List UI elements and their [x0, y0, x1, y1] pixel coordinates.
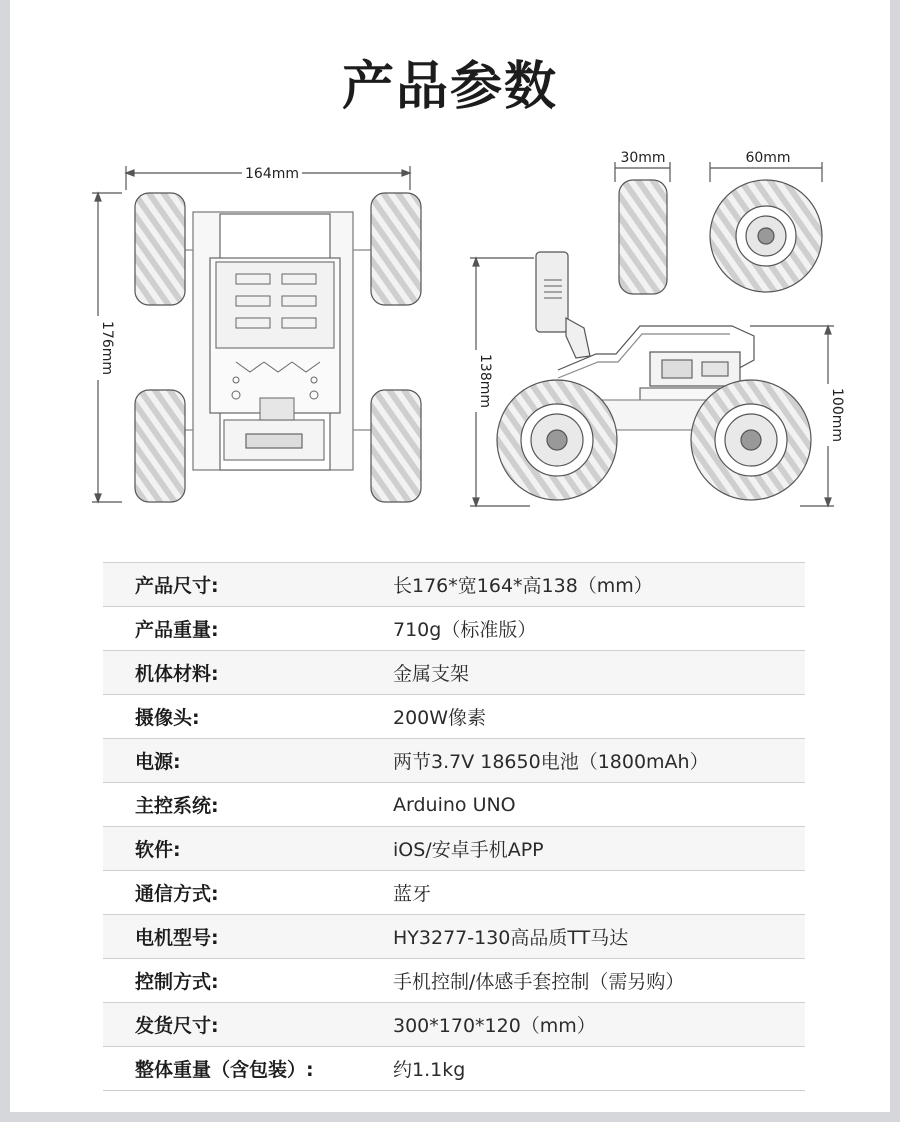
- spec-row: [103, 1003, 805, 1047]
- axle-height-label: 100mm: [829, 388, 845, 442]
- spec-label: 机体材料:: [135, 663, 219, 685]
- spec-row: [103, 651, 805, 695]
- spec-value: 200W像素: [393, 707, 487, 729]
- spec-row: [103, 959, 805, 1003]
- product-technical-drawing: [10, 0, 890, 540]
- side-height-label: 138mm: [477, 354, 493, 408]
- spec-label: 软件:: [135, 839, 181, 861]
- spec-value: HY3277-130高品质TT马达: [393, 927, 629, 949]
- spec-label: 发货尺寸:: [135, 1015, 219, 1037]
- spec-value: iOS/安卓手机APP: [393, 839, 544, 861]
- spec-row: [103, 827, 805, 871]
- spec-row: [103, 739, 805, 783]
- spec-label: 电源:: [135, 751, 181, 773]
- spec-row: [103, 915, 805, 959]
- spec-label: 控制方式:: [135, 971, 219, 993]
- spec-label: 整体重量（含包装）:: [135, 1059, 314, 1081]
- spec-value: 金属支架: [393, 663, 470, 685]
- spec-label: 通信方式:: [135, 883, 219, 905]
- page-title: 产品参数: [341, 57, 558, 117]
- spec-row: [103, 783, 805, 827]
- spec-label: 摄像头:: [135, 707, 200, 729]
- product-spec-panel: [10, 0, 890, 1112]
- spec-value: 约1.1kg: [393, 1059, 466, 1081]
- page-border: [890, 0, 900, 1122]
- spec-label: 产品尺寸:: [135, 575, 219, 597]
- spec-value: 710g（标准版）: [393, 619, 537, 641]
- spec-table: [103, 562, 805, 1091]
- spec-label: 电机型号:: [135, 927, 219, 949]
- spec-row: [103, 695, 805, 739]
- spec-value: Arduino UNO: [393, 793, 516, 816]
- spec-value: 手机控制/体感手套控制（需另购）: [393, 971, 685, 993]
- spec-value: 两节3.7V 18650电池（1800mAh）: [393, 751, 709, 773]
- spec-value: 长176*宽164*高138（mm）: [393, 575, 653, 597]
- top-length-label: 176mm: [99, 321, 115, 375]
- wheel-diameter-label: 60mm: [745, 150, 791, 166]
- spec-label: 产品重量:: [135, 619, 219, 641]
- spec-row: [103, 1047, 805, 1091]
- spec-label: 主控系统:: [135, 795, 219, 817]
- wheel-width-label: 30mm: [620, 150, 666, 166]
- spec-value: 蓝牙: [393, 883, 432, 905]
- spec-row: [103, 607, 805, 651]
- spec-value: 300*170*120（mm）: [393, 1015, 596, 1037]
- top-width-label: 164mm: [245, 166, 299, 182]
- spec-row: [103, 871, 805, 915]
- wheel-detail-drawing: [615, 162, 822, 294]
- spec-row: [103, 563, 805, 607]
